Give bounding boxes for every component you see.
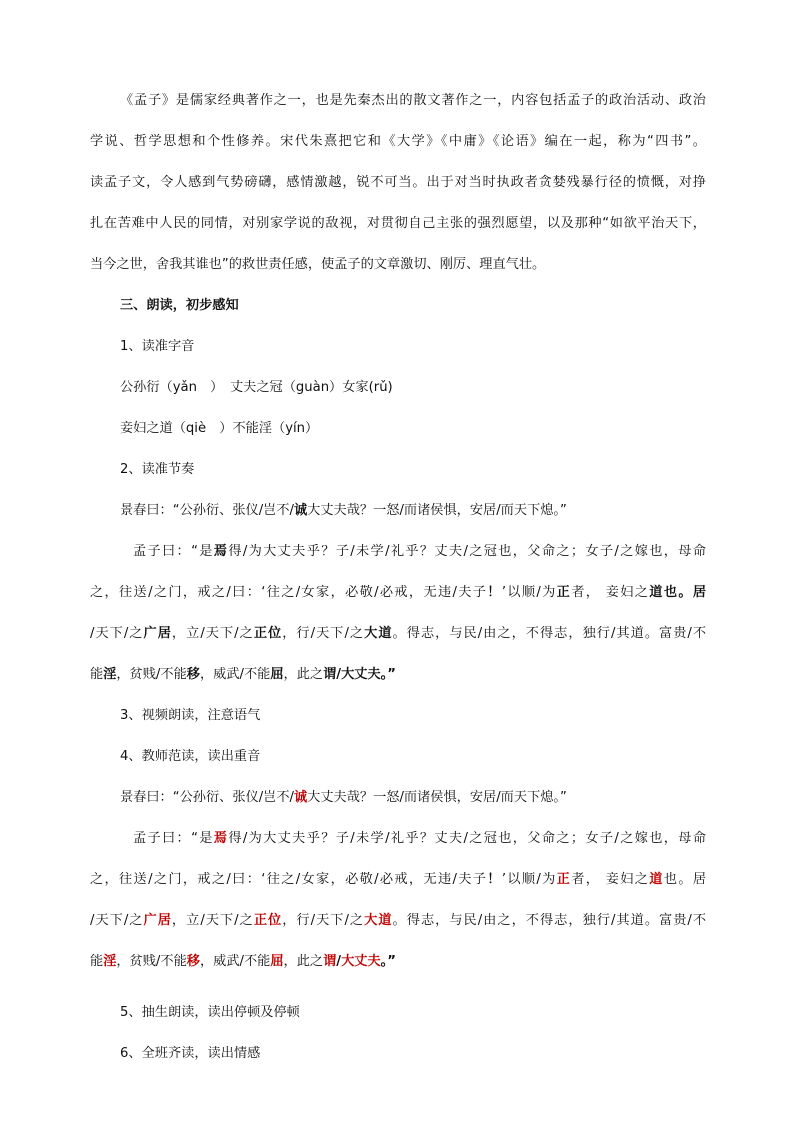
slash: / [336,667,342,682]
text-segment: ，立/天下/之 [171,626,254,641]
text-segment: 也。居 [663,872,707,887]
stress-wei: 谓 [323,667,337,682]
text-segment: ，立/天下/之 [171,913,254,928]
text-segment: ，贫贱/不能 [116,667,187,682]
intro-line-3: 读孟子文，令人感到气势磅礴，感情激越，锐不可当。出于对当时执政者贪婪残暴行径的愤慨，对挣 [90,175,706,190]
intro-line-4: 扎在苦难中人民的同情，对别家学说的敌视，对贯彻自己主张的强烈愿望，以及那种“如欲平治天下， [90,216,706,231]
stress-dadao: 大道 [364,913,393,928]
text-segment: 景春曰：“公孙衍、张仪/岂不/ [120,790,294,805]
text-segment: ，行/天下/之 [282,626,365,641]
stress-zhengwei: 正位 [253,913,283,928]
text-segment: 大丈夫哉？一怒/而诸侯惧，安居/而天下熄。” [307,790,567,805]
text-segment: /天下/之 [90,913,144,928]
text-segment: ，行/天下/之 [282,913,365,928]
stress-dazhangfu: 大丈夫 [341,954,381,969]
stress-dadao: 大道 [364,626,393,641]
text-segment: 大丈夫哉？一怒/而诸侯惧，安居/而天下熄。” [307,503,567,518]
intro-line-2: 学说、哲学思想和个性修养。宋代朱熹把它和《大学》《中庸》《论语》编在一起，称为“四书”。 [90,134,706,149]
step-1: 1、读准字音 [120,339,195,354]
jingchun-quote [120,502,567,520]
text-segment: ，威武/不能 [199,954,271,969]
text-segment: 者， 妾妇之 [571,585,650,600]
intro-line-1: 《孟子》是儒家经典著作之一，也是先秦杰出的散文著作之一，内容包括孟子的政治活动、政治 [120,93,706,108]
stress-zheng: 正 [556,585,572,600]
stress-dao: 道 [649,872,664,887]
text-segment: ’以顺/为 [501,872,557,887]
text-segment: ，此之 [283,954,324,969]
stress-guangju: 广居 [143,626,172,641]
stress-yin: 淫 [103,954,117,969]
stress-guangju: 广居 [143,913,172,928]
stress-qu: 屈 [270,667,284,682]
text-segment: ，威武/不能 [199,667,271,682]
mencius-line-4 [90,666,396,684]
mencius-line-2 [90,584,706,602]
slash: / [336,954,342,969]
mencius-line-1 [133,543,706,561]
pronunciation-line-1: 公孙衍（yǎn ） 丈夫之冠（guàn）女家(rǔ) [120,380,393,395]
jingchun-quote-stressed [120,789,567,807]
text-segment: 者， 妾妇之 [571,872,650,887]
text-segment: 之，往送/之门，戒之/曰：‘往之/女家，必敬/必戒，无违/夫子 [90,585,488,600]
mencius-stressed-line-2 [90,871,706,889]
text-segment: 之，往送/之门，戒之/曰：‘往之/女家，必敬/必戒，无违/夫子 [90,872,488,887]
mencius-stressed-line-4 [90,953,396,971]
stress-yin: 淫 [103,667,117,682]
step-6: 6、全班齐读，读出情感 [120,1046,261,1061]
text-segment: ，贫贱/不能 [116,954,187,969]
stress-cheng: 诚 [293,790,308,805]
text-segment: 能 [90,954,104,969]
intro-line-5: 当今之世，舍我其谁也”的救世责任感，使孟子的文章激切、刚厉、理直气壮。 [90,257,546,272]
exclamation: ！ [487,872,502,887]
text-segment: 。” [380,954,396,969]
text-segment: ’以顺/为 [501,585,557,600]
stress-zhengwei: 正位 [253,626,283,641]
stress-yan: 焉 [213,544,229,559]
text-segment: /天下/之 [90,626,144,641]
step-4: 4、教师范读，读出重音 [120,749,261,764]
text-segment: 。得志，与民/由之，不得志，独行/其道。富贵/不 [392,626,707,641]
stress-yi: 移 [186,667,200,682]
text-segment: 得/为大丈夫乎？子/未学/礼乎？丈夫/之冠也，父命之；女子/之嫁也，母命 [228,544,707,559]
exclamation: ！ [487,585,502,600]
text-segment: 能 [90,667,104,682]
text-segment: 孟子曰：“是 [133,544,214,559]
stress-dao: 道 [649,585,664,600]
stress-yi: 移 [186,954,200,969]
mencius-line-3 [90,625,706,643]
text-segment: 也。居 [663,585,707,600]
text-segment: 孟子曰：“是 [133,831,214,846]
stress-zheng: 正 [556,872,572,887]
text-segment: 得/为大丈夫乎？子/未学/礼乎？丈夫/之冠也，父命之；女子/之嫁也，母命 [228,831,707,846]
stress-qu: 屈 [270,954,284,969]
stress-yan: 焉 [213,831,229,846]
step-3: 3、视频朗读，注意语气 [120,708,261,723]
mencius-stressed-line-3 [90,912,706,930]
pronunciation-line-2: 妾妇之道（qiè ）不能淫（yín） [120,421,319,436]
text-segment: 。得志，与民/由之，不得志，独行/其道。富贵/不 [392,913,707,928]
stress-wei: 谓 [323,954,337,969]
mencius-stressed-line-1 [133,830,706,848]
step-5: 5、抽生朗读，读出停顿及停顿 [120,1005,300,1020]
stress-dazhangfu: 大丈夫 [341,667,381,682]
step-2: 2、读准节奏 [120,462,195,477]
text-segment: 。” [380,667,396,682]
text-segment: ，此之 [283,667,324,682]
text-segment: 景春曰：“公孙衍、张仪/岂不/ [120,503,294,518]
section-heading: 三、朗读，初步感知 [120,298,239,313]
stress-cheng: 诚 [293,503,308,518]
